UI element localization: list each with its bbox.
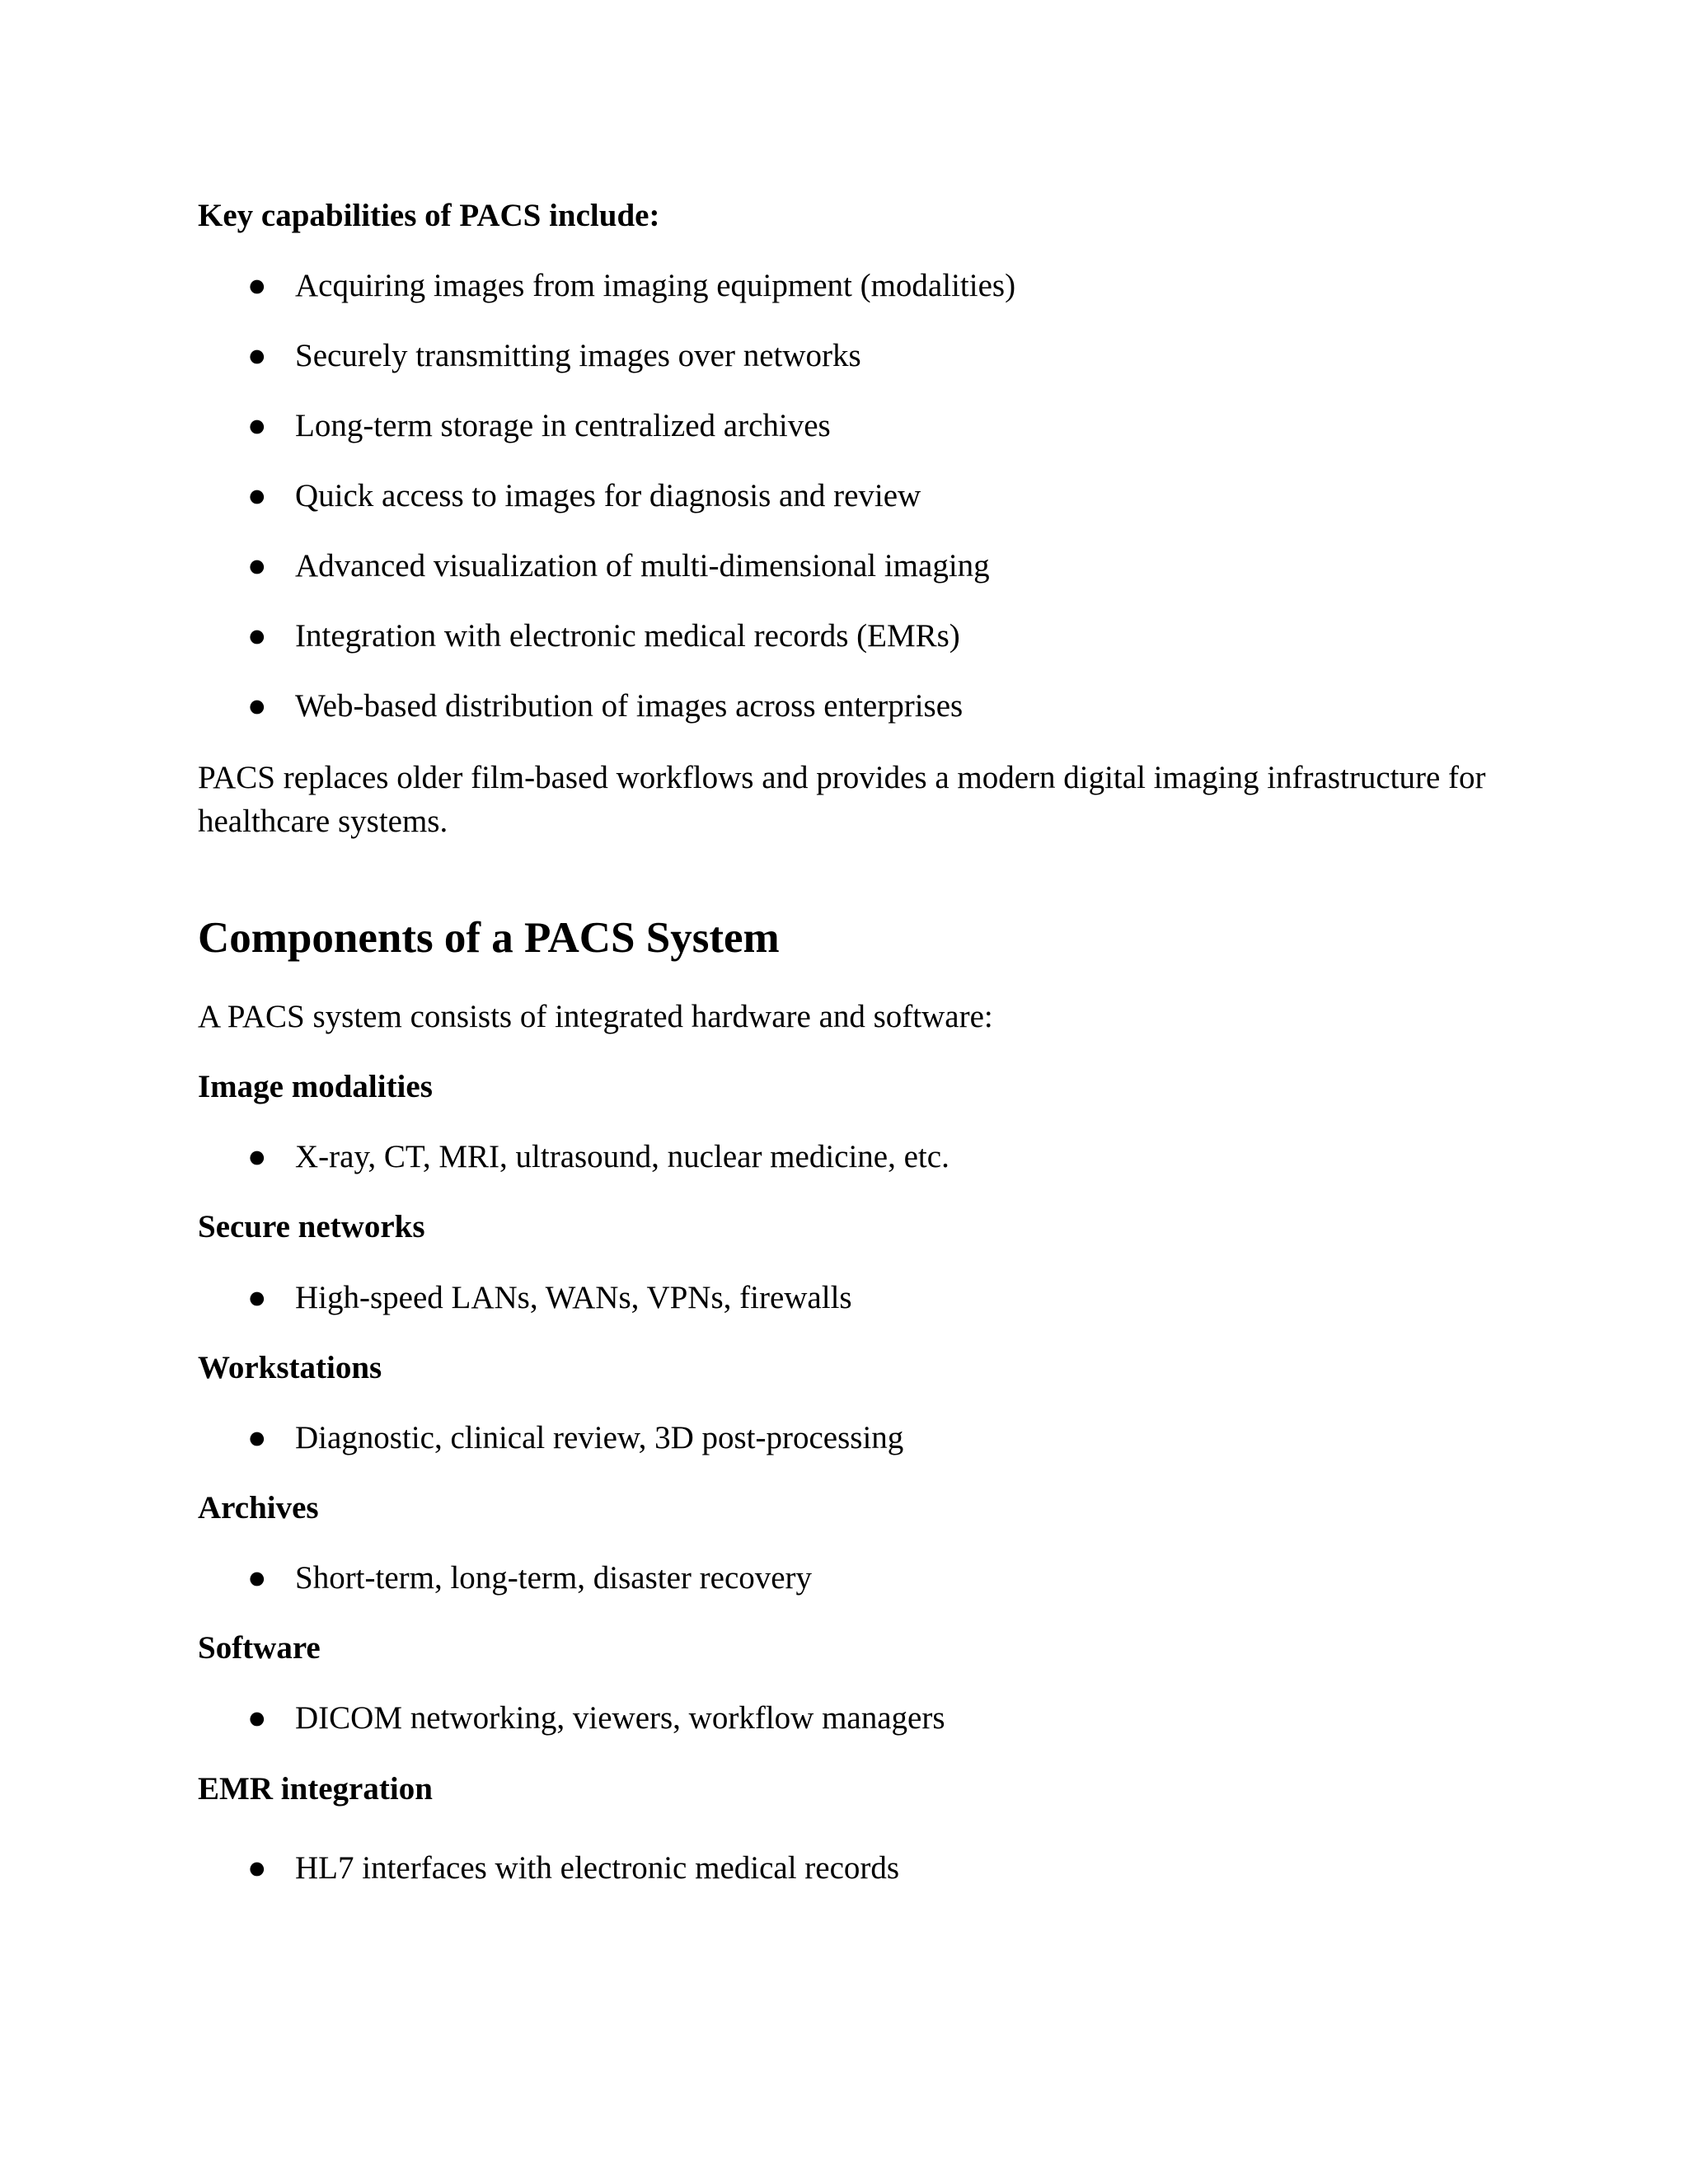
bullet-icon: ●: [247, 1280, 267, 1315]
bullet-icon: ●: [247, 1560, 267, 1596]
bullet-icon: ●: [247, 338, 267, 373]
bullet-icon: ●: [247, 618, 267, 654]
list-item: High-speed LANs, WANs, VPNs, firewalls: [295, 1280, 852, 1315]
components-intro: A PACS system consists of integrated hardware and software:: [198, 999, 993, 1034]
list-item: Advanced visualization of multi-dimensional imaging: [295, 548, 990, 583]
list-item: Quick access to images for diagnosis and review: [295, 478, 921, 513]
group-title: Workstations: [198, 1350, 382, 1385]
bullet-icon: ●: [247, 1850, 267, 1886]
group-title: Archives: [198, 1490, 319, 1526]
bullet-icon: ●: [247, 478, 267, 513]
bullet-icon: ●: [247, 1700, 267, 1736]
capabilities-lead: Key capabilities of PACS include:: [198, 198, 660, 233]
list-item: Web-based distribution of images across enterprises: [295, 688, 964, 724]
group-title: Secure networks: [198, 1209, 425, 1244]
section-heading: Components of a PACS System: [198, 914, 780, 962]
group-title: Software: [198, 1630, 321, 1666]
bullet-icon: ●: [247, 548, 267, 583]
bullet-icon: ●: [247, 408, 267, 443]
list-item: X-ray, CT, MRI, ultrasound, nuclear medicine, etc.: [295, 1139, 950, 1174]
list-item: Short-term, long-term, disaster recovery: [295, 1560, 813, 1596]
list-item: Diagnostic, clinical review, 3D post-processing: [295, 1420, 904, 1455]
list-item: DICOM networking, viewers, workflow managers: [295, 1700, 945, 1736]
bullet-icon: ●: [247, 1420, 267, 1455]
bullet-icon: ●: [247, 688, 267, 724]
group-title: Image modalities: [198, 1069, 433, 1104]
list-item: Securely transmitting images over networks: [295, 338, 861, 373]
bullet-icon: ●: [247, 268, 267, 303]
list-item: HL7 interfaces with electronic medical records: [295, 1850, 900, 1886]
list-item: Long-term storage in centralized archives: [295, 408, 831, 443]
group-title: EMR integration: [198, 1771, 433, 1807]
bullet-icon: ●: [247, 1139, 267, 1174]
list-item: Acquiring images from imaging equipment (modalities): [295, 268, 1016, 303]
list-item: Integration with electronic medical records (EMRs): [295, 618, 960, 654]
capabilities-closing: PACS replaces older film-based workflows and provides a modern digital imaging infrastructure for healthcare systems.: [198, 760, 1486, 839]
